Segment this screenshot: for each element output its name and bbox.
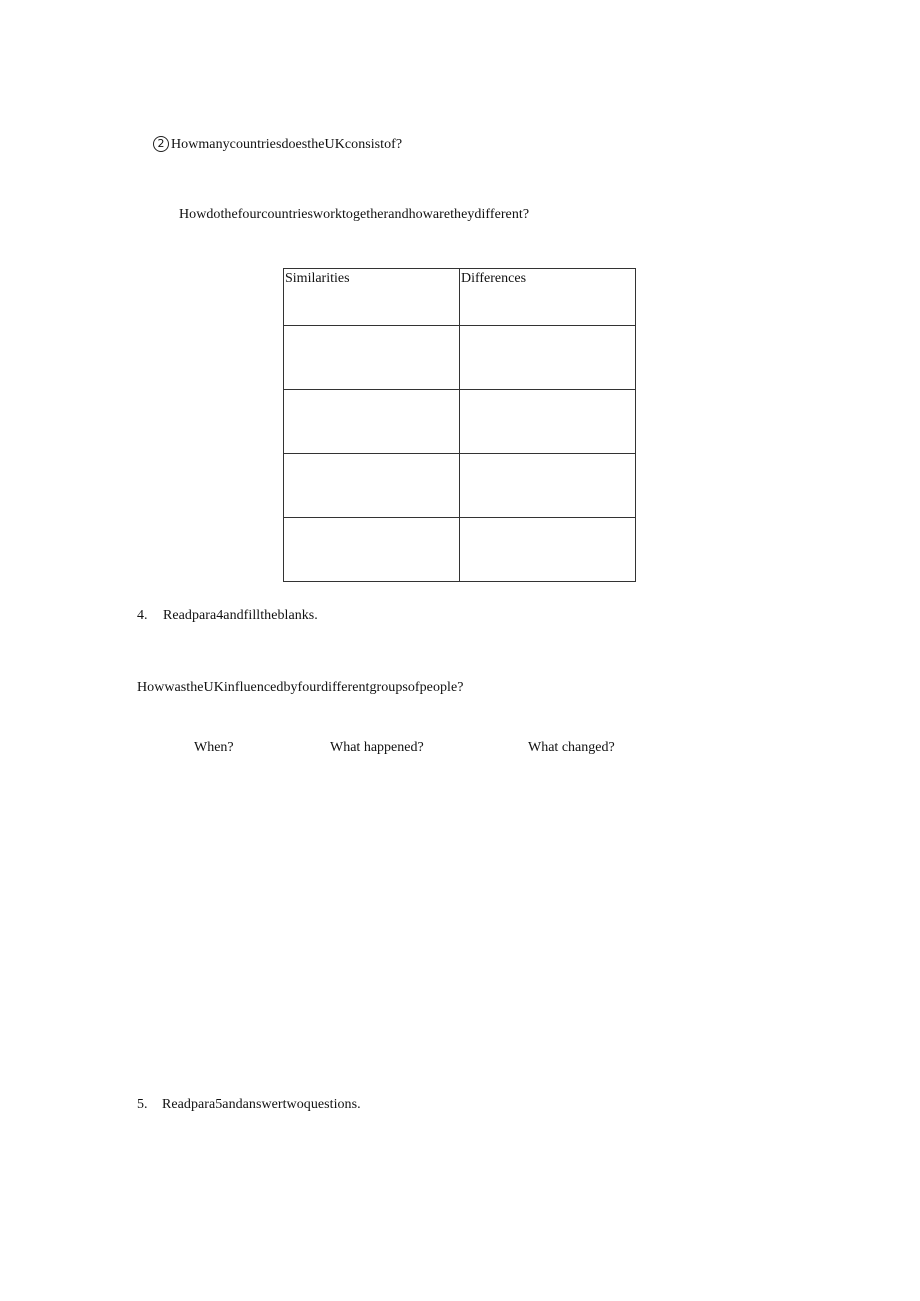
section-5-text: Readpara5andanswertwoquestions. xyxy=(162,1097,361,1112)
similarity-cell[interactable] xyxy=(284,390,460,454)
difference-cell[interactable] xyxy=(459,454,635,518)
section-4-text: Readpara4andfilltheblanks. xyxy=(163,608,318,623)
table-header-row xyxy=(284,269,636,326)
similarity-cell[interactable] xyxy=(284,326,460,390)
column-what-happened: What happened? xyxy=(330,740,424,755)
section-4-number: 4. xyxy=(137,608,148,623)
difference-cell[interactable] xyxy=(459,390,635,454)
section-4-instruction xyxy=(137,608,318,624)
similarity-cell[interactable] xyxy=(284,518,460,582)
column-what-changed: What changed? xyxy=(528,740,615,755)
difference-cell[interactable] xyxy=(459,518,635,582)
question-3: Howdothefourcountriesworktogetherandhowaretheydifferent? xyxy=(179,207,530,222)
section-4-question: HowwastheUKinfluencedbyfourdifferentgroupsofpeople? xyxy=(137,680,464,695)
header-similarities: Similarities xyxy=(284,269,460,326)
table-row xyxy=(284,326,636,390)
section-5-number: 5. xyxy=(137,1097,148,1112)
question-2-text: HowmanycountriesdoestheUKconsistof? xyxy=(171,137,403,152)
comparison-table xyxy=(283,268,636,582)
similarity-cell[interactable] xyxy=(284,454,460,518)
section-5-instruction xyxy=(137,1097,361,1113)
question-2-marker: 2 xyxy=(153,136,169,152)
header-differences: Differences xyxy=(459,269,635,326)
table-row xyxy=(284,518,636,582)
table-row xyxy=(284,454,636,518)
column-when: When? xyxy=(194,740,234,755)
table-row xyxy=(284,390,636,454)
question-2 xyxy=(153,136,402,153)
difference-cell[interactable] xyxy=(459,326,635,390)
